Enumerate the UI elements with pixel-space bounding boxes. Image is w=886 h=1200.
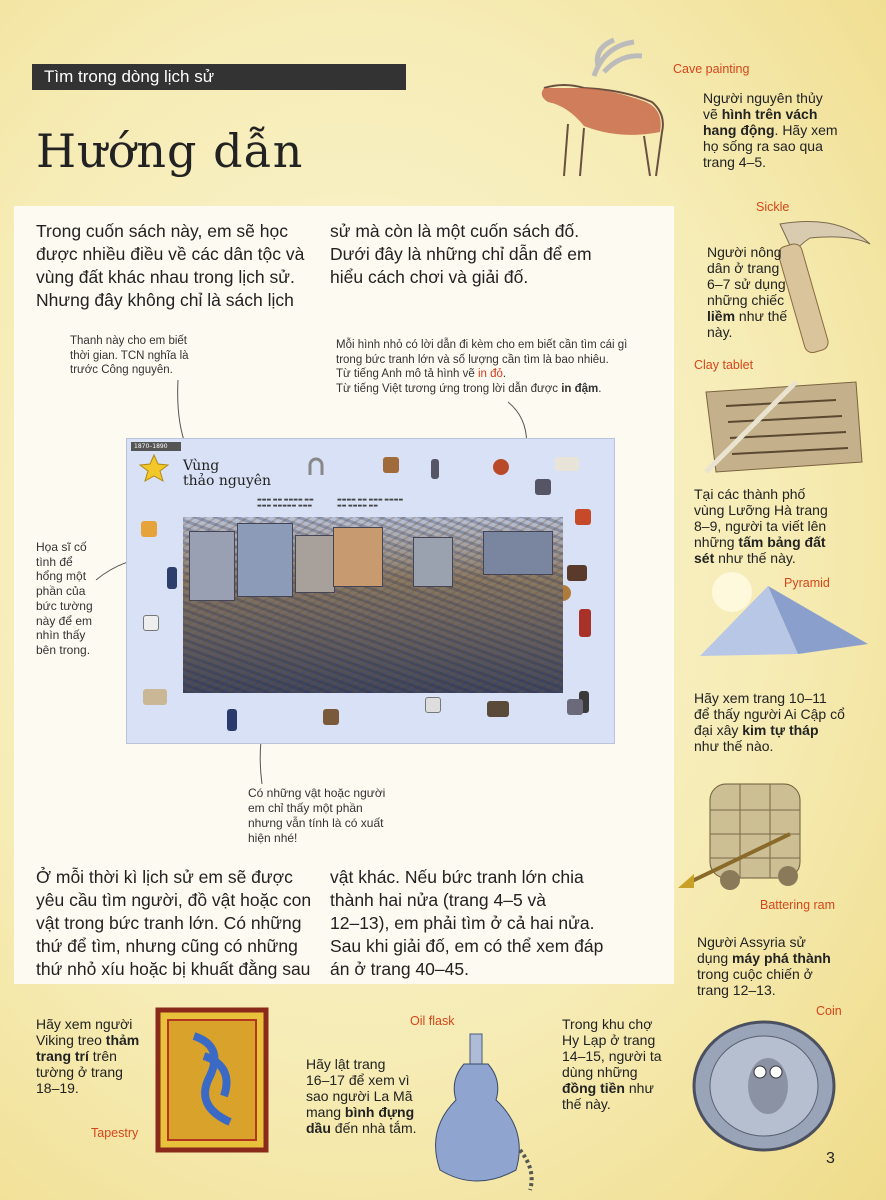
- annotation-line: bức tường: [36, 598, 93, 613]
- annotation-line: hổng một: [36, 569, 87, 584]
- side-line: Trong khu chợ: [562, 1016, 653, 1032]
- side-line: liềm như thế: [707, 308, 788, 324]
- side-line: Viking treo thảm: [36, 1032, 140, 1048]
- side-line: đại xây kim tự tháp: [694, 722, 819, 738]
- cave-painting-text: [703, 90, 838, 170]
- side-line: vùng Lưỡng Hà trang: [694, 502, 828, 518]
- clay-tablet-label: Clay tablet: [694, 358, 754, 372]
- side-line: trang trí trên: [36, 1048, 117, 1064]
- rules-line: Ở mỗi thời kì lịch sử em sẽ được: [36, 867, 293, 887]
- side-line: hang động. Hãy xem: [703, 122, 838, 138]
- side-line: những tấm bảng đất: [694, 534, 826, 550]
- oil-flask-label: Oil flask: [410, 1014, 455, 1028]
- side-line: Hãy xem người: [36, 1016, 133, 1032]
- cowboy-icon: [167, 567, 177, 589]
- mini-title: [183, 459, 271, 489]
- side-line: dụng máy phá thành: [697, 950, 831, 966]
- side-line: mang bình đựng: [306, 1104, 415, 1120]
- wagon-small-icon: [143, 689, 167, 705]
- sample-page-illustration: [126, 438, 615, 744]
- side-line: Người Assyria sử: [697, 934, 806, 950]
- mini-title-line: thảo nguyên: [183, 473, 272, 489]
- mini-timebar: 1870–1890: [131, 442, 181, 451]
- annotation-line: Họa sĩ cố: [36, 540, 87, 554]
- side-line: Hãy lật trang: [306, 1056, 386, 1072]
- intro-line: hiểu cách chơi và giải đố.: [330, 267, 529, 287]
- coin-illustration: [690, 1016, 840, 1156]
- rules-line: yêu cầu tìm người, đồ vật hoặc con: [36, 890, 312, 910]
- annotation-line: nhìn thấy: [36, 628, 86, 643]
- annotation-line: Mỗi hình nhỏ có lời dẫn đi kèm cho em biết cần tìm cái gì: [336, 339, 628, 351]
- bold-text-example: in đậm: [561, 382, 599, 395]
- section-label: Tìm trong dòng lịch sử: [44, 67, 215, 86]
- side-line: vẽ hình trên vách: [703, 106, 818, 122]
- side-line: như thế nào.: [694, 738, 774, 754]
- annotation-line: này để em: [36, 613, 93, 628]
- battering-ram-illustration: [670, 770, 830, 900]
- rules-line: vật trong bức tranh lớn. Có những: [36, 913, 302, 933]
- tapestry-illustration: [154, 1006, 272, 1156]
- bird-icon: [535, 479, 551, 495]
- mini-title-line: Vùng: [183, 458, 220, 474]
- boat-icon: [493, 459, 509, 475]
- mailbox-icon: [575, 509, 591, 525]
- star-icon: [139, 453, 169, 483]
- annotation-line: Có những vật hoặc người: [248, 786, 386, 800]
- annotation-line: phần của: [36, 584, 86, 599]
- annotation-line: trước Công nguyên.: [70, 364, 173, 376]
- tapestry-text: [36, 1016, 139, 1096]
- house-icon: [425, 697, 441, 713]
- sickle-label: Sickle: [756, 200, 790, 214]
- annotation-line: nhưng vẫn tính là có xuất: [248, 816, 384, 830]
- side-line: họ sống ra sao qua: [703, 138, 823, 154]
- pump-icon: [567, 699, 583, 715]
- annotation-line: tình để: [36, 554, 73, 569]
- side-line: trang 4–5.: [703, 154, 767, 170]
- side-line: đồng tiền như: [562, 1080, 654, 1096]
- rules-line: Sau khi giải đố, em có thể xem đáp: [330, 936, 604, 956]
- side-line: trong cuộc chiến ở: [697, 966, 813, 982]
- side-line: này.: [707, 324, 733, 340]
- annotation-line: em chỉ thấy một phần: [248, 801, 363, 815]
- mini-text: ▬▬▬▬ ▬▬ ▬▬▬ ▬▬▬▬ ▬▬ ▬▬▬▬ ▬▬: [337, 497, 404, 509]
- side-line: sao người La Mã: [306, 1088, 413, 1104]
- annotation-line: hiện nhé!: [248, 831, 298, 845]
- intro-line: sử mà còn là một cuốn sách đố.: [330, 221, 580, 241]
- coin-text: [562, 1016, 662, 1112]
- side-line: Tại các thành phố: [694, 486, 806, 502]
- annotation-line: Từ tiếng Việt tương ứng trong lời dẫn được in đậm.: [336, 382, 602, 395]
- sickle-text: [707, 244, 787, 340]
- rules-line: vật khác. Nếu bức tranh lớn chia: [330, 867, 584, 887]
- side-line: Hy Lạp ở trang: [562, 1032, 656, 1048]
- intro-line: Dưới đây là những chỉ dẫn để em: [330, 244, 592, 264]
- rules-line: thứ nhỏ xíu hoặc bị khuất đằng sau: [36, 959, 311, 979]
- side-line: dân ở trang: [707, 260, 780, 276]
- clay-tablet-text: [694, 486, 828, 566]
- barrel-icon: [323, 709, 339, 725]
- side-line: trang 12–13.: [697, 982, 776, 998]
- side-line: Người nông: [707, 244, 782, 260]
- cave-painting-label: Cave painting: [673, 62, 750, 76]
- intro-line: Trong cuốn sách này, em sẽ học: [36, 221, 288, 241]
- mini-text: ▬▬▬ ▬▬ ▬▬▬▬ ▬▬ ▬▬▬ ▬▬▬▬▬ ▬▬▬: [257, 497, 314, 509]
- mini-scene: [183, 517, 563, 693]
- pyramid-text: [694, 690, 845, 754]
- page-number: 3: [826, 1150, 835, 1167]
- side-line: Người nguyên thủy: [703, 90, 823, 106]
- chapel-icon: [143, 615, 159, 631]
- pyramid-label: Pyramid: [784, 576, 830, 590]
- side-line: Hãy xem trang 10–11: [694, 690, 827, 706]
- intro-line: Nhưng đây không chỉ là sách lịch: [36, 290, 294, 310]
- side-line: tường ở trang: [36, 1064, 123, 1080]
- annotation-line: bên trong.: [36, 642, 91, 657]
- side-line: thế này.: [562, 1096, 611, 1112]
- battering-ram-text: [697, 934, 831, 998]
- annotation-line: thời gian. TCN nghĩa là: [70, 349, 189, 362]
- rules-line: 12–13), em phải tìm ở cả hai nửa.: [330, 913, 595, 933]
- side-line: dầu đến nhà tắm.: [306, 1120, 417, 1136]
- side-line: những chiếc: [707, 292, 785, 308]
- buggy-icon: [487, 701, 509, 717]
- side-line: 8–9, người ta viết lên: [694, 518, 827, 534]
- sheriff-icon: [227, 709, 237, 731]
- horseshoe-icon: [305, 455, 327, 477]
- oil-flask-illustration: [420, 1030, 550, 1196]
- wagon-icon: [555, 457, 579, 471]
- clay-tablet-illustration: [686, 372, 880, 482]
- coin-label: Coin: [816, 1004, 842, 1018]
- cave-painting-illustration: [524, 36, 674, 186]
- oil-flask-text: [306, 1056, 417, 1136]
- rules-col-1: [36, 866, 336, 981]
- side-line: 18–19.: [36, 1080, 79, 1096]
- annotation-line: Từ tiếng Anh mô tả hình vẽ in đỏ.: [336, 368, 507, 380]
- red-text-example: in đỏ: [477, 368, 503, 380]
- side-line: 14–15, người ta: [562, 1048, 662, 1064]
- rules-col-2: [330, 866, 630, 981]
- side-line: dùng những: [562, 1064, 638, 1080]
- side-line: để thấy người Ai Cập cổ: [694, 706, 845, 722]
- page-title: Hướng dẫn: [36, 124, 304, 178]
- piano-icon: [567, 565, 587, 581]
- annotation-line: Thanh này cho em biết: [70, 335, 187, 347]
- annotation-line: trong bức tranh lớn và số lượng cần tìm là bao nhiêu.: [336, 353, 609, 366]
- intro-line: được nhiều điều về các dân tộc và: [36, 244, 305, 264]
- rules-line: thành hai nửa (trang 4–5 và: [330, 890, 547, 910]
- rifle-icon: [431, 459, 439, 479]
- sack-icon: [383, 457, 399, 473]
- side-line: 16–17 để xem vì: [306, 1072, 410, 1088]
- side-line: 6–7 sử dụng: [707, 276, 786, 292]
- battering-ram-label: Battering ram: [760, 898, 836, 912]
- intro-line: vùng đất khác nhau trong lịch sử.: [36, 267, 295, 287]
- rules-line: án ở trang 40–45.: [330, 959, 469, 979]
- side-line: sét như thế này.: [694, 550, 796, 566]
- woman-icon: [579, 609, 591, 637]
- lantern-icon: [141, 521, 157, 537]
- tapestry-label: Tapestry: [91, 1126, 139, 1140]
- rules-line: thứ để tìm, nhưng cũng có những: [36, 936, 298, 956]
